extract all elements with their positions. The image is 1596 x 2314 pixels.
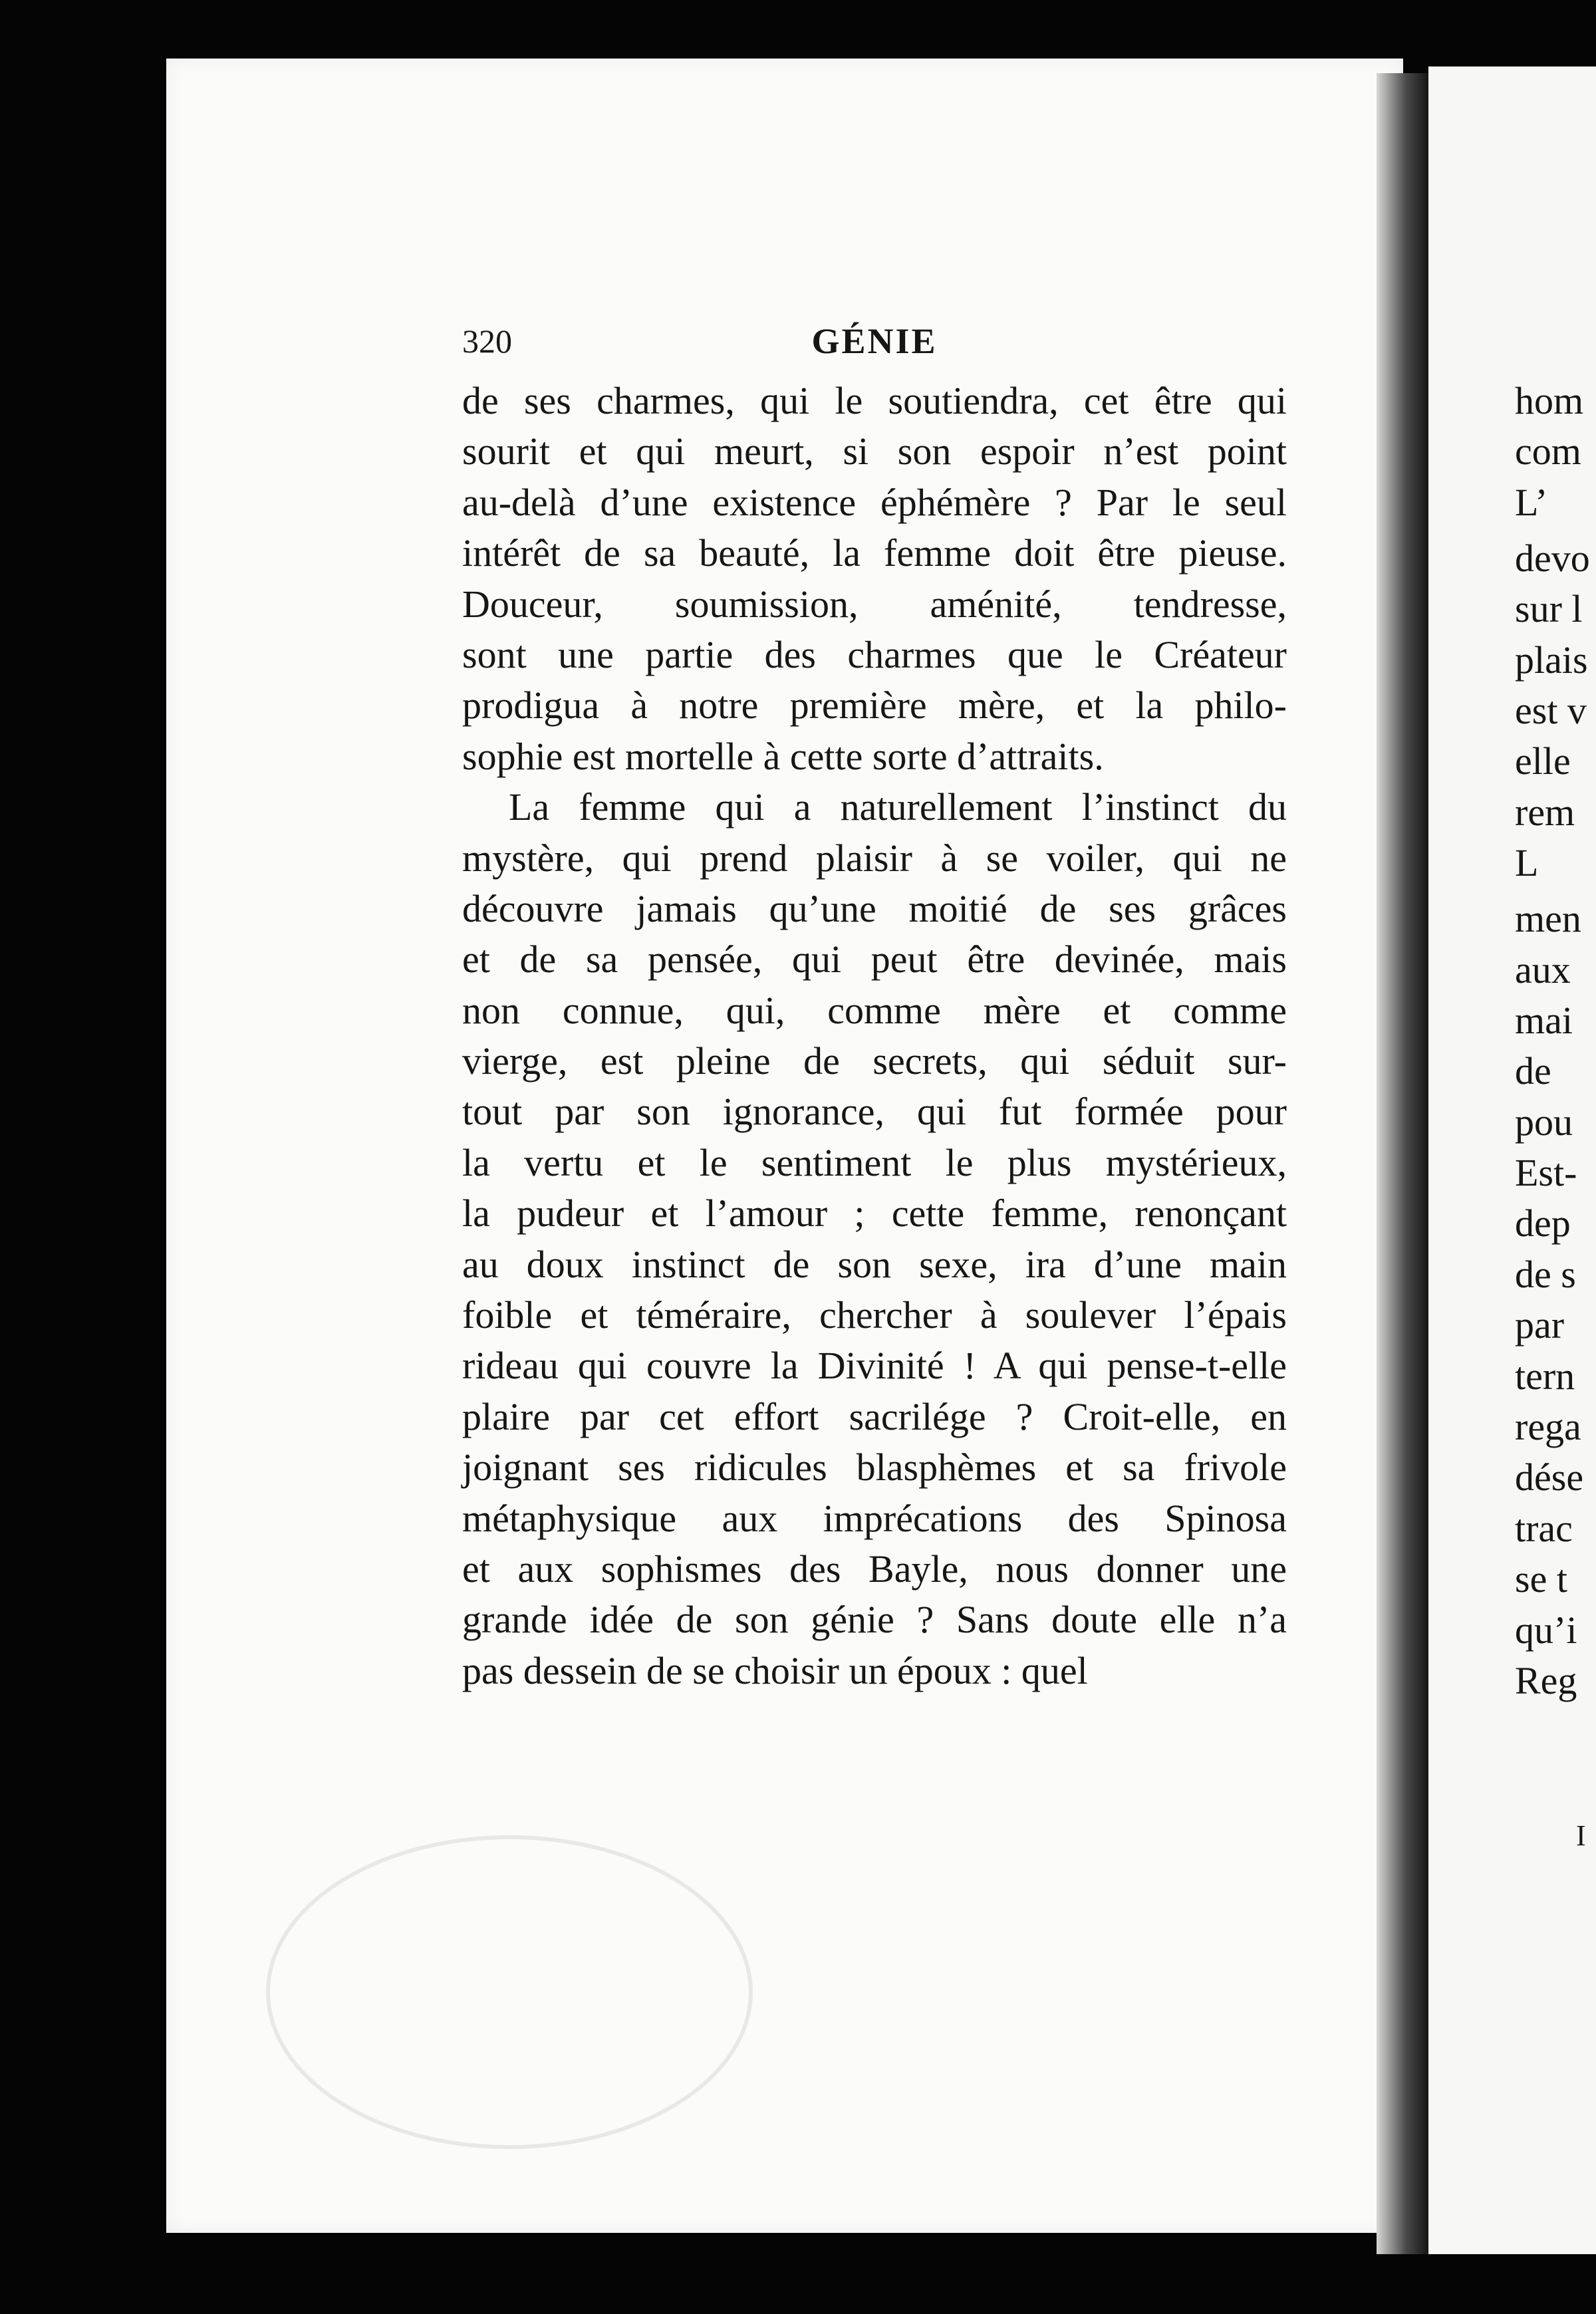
facing-page-text: [1515, 376, 1590, 1706]
text-line: sourit et qui meurt, si son espoir n’est point: [462, 430, 1287, 473]
text-line: et de sa pensée, qui peut être devinée, mais: [462, 938, 1287, 981]
text-line: sont une partie des charmes que le Créateur: [462, 632, 1287, 676]
facing-line: dése: [1515, 1456, 1584, 1499]
text-line: sophie est mortelle à cette sorte d’attraits.: [462, 734, 1104, 778]
facing-page-footer: I: [1576, 1819, 1586, 1852]
facing-line: dep: [1515, 1202, 1571, 1245]
facing-line: devo: [1515, 536, 1590, 580]
facing-line: L’: [1515, 480, 1548, 524]
facing-line: est v: [1515, 688, 1587, 732]
facing-line: se t: [1515, 1557, 1567, 1601]
text-line: Douceur, soumission, aménité, tendresse,: [462, 582, 1287, 626]
facing-line: tern: [1515, 1354, 1575, 1398]
text-line: et aux sophismes des Bayle, nous donner une: [462, 1547, 1287, 1591]
text-line: foible et téméraire, chercher à soulever l’épais: [462, 1293, 1287, 1337]
page-number: 320: [462, 322, 512, 360]
text-line: au-delà d’une existence éphémère ? Par le seul: [462, 480, 1287, 524]
text-line: de ses charmes, qui le soutiendra, cet être qui: [462, 379, 1287, 422]
facing-line: Est-: [1515, 1151, 1577, 1195]
text-line: découvre jamais qu’une moitié de ses grâces: [462, 886, 1287, 930]
facing-line: de: [1515, 1049, 1551, 1093]
body-text: [462, 376, 1287, 1696]
facing-line: pou: [1515, 1100, 1573, 1144]
facing-line: qu’i: [1515, 1608, 1577, 1652]
text-line: au doux instinct de son sexe, ira d’une main: [462, 1242, 1287, 1286]
facing-line: com: [1515, 430, 1581, 473]
facing-line: de s: [1515, 1252, 1576, 1296]
facing-line: par: [1515, 1303, 1565, 1347]
text-line: la vertu et le sentiment le plus mystérieux,: [462, 1140, 1287, 1184]
facing-line: Reg: [1515, 1658, 1577, 1702]
text-line: pas dessein de se choisir un époux : quel: [462, 1648, 1088, 1692]
facing-line: trac: [1515, 1506, 1573, 1550]
facing-line: aux: [1515, 948, 1571, 991]
running-head: [462, 318, 1287, 364]
text-line: rideau qui couvre la Divinité ! A qui pense-t-elle: [462, 1344, 1287, 1388]
text-line: plaire par cet effort sacrilége ? Croit-elle, en: [462, 1394, 1287, 1438]
facing-line: plais: [1515, 638, 1588, 682]
text-line: la pudeur et l’amour ; cette femme, renonçant: [462, 1192, 1287, 1235]
text-line: tout par son ignorance, qui fut formée pour: [462, 1090, 1287, 1134]
facing-line: mai: [1515, 998, 1573, 1042]
text-line: vierge, est pleine de secrets, qui séduit sur-: [462, 1039, 1287, 1083]
text-line: prodigua à notre première mère, et la philo-: [462, 684, 1287, 727]
text-line: joignant ses ridicules blasphèmes et sa frivole: [462, 1446, 1287, 1489]
facing-line: rega: [1515, 1405, 1581, 1449]
facing-line: elle: [1515, 739, 1571, 783]
faded-library-stamp: [266, 1835, 753, 2149]
facing-line: rem: [1515, 790, 1575, 834]
text-line: grande idée de son génie ? Sans doute elle n’a: [462, 1598, 1287, 1642]
text-line: métaphysique aux imprécations des Spinosa: [462, 1496, 1287, 1540]
text-line: non connue, qui, comme mère et comme: [462, 988, 1287, 1032]
facing-line: men: [1515, 897, 1581, 941]
text-line: mystère, qui prend plaisir à se voiler, qui ne: [462, 836, 1287, 880]
text-line: intérêt de sa beauté, la femme doit être pieuse.: [462, 531, 1287, 575]
facing-line: L: [1515, 841, 1539, 885]
book-gutter: [1377, 73, 1430, 2254]
text-line: La femme qui a naturellement l’instinct du: [509, 785, 1287, 829]
page-title: GÉNIE: [811, 321, 938, 361]
facing-line: hom: [1515, 379, 1584, 422]
facing-line: sur l: [1515, 587, 1583, 631]
